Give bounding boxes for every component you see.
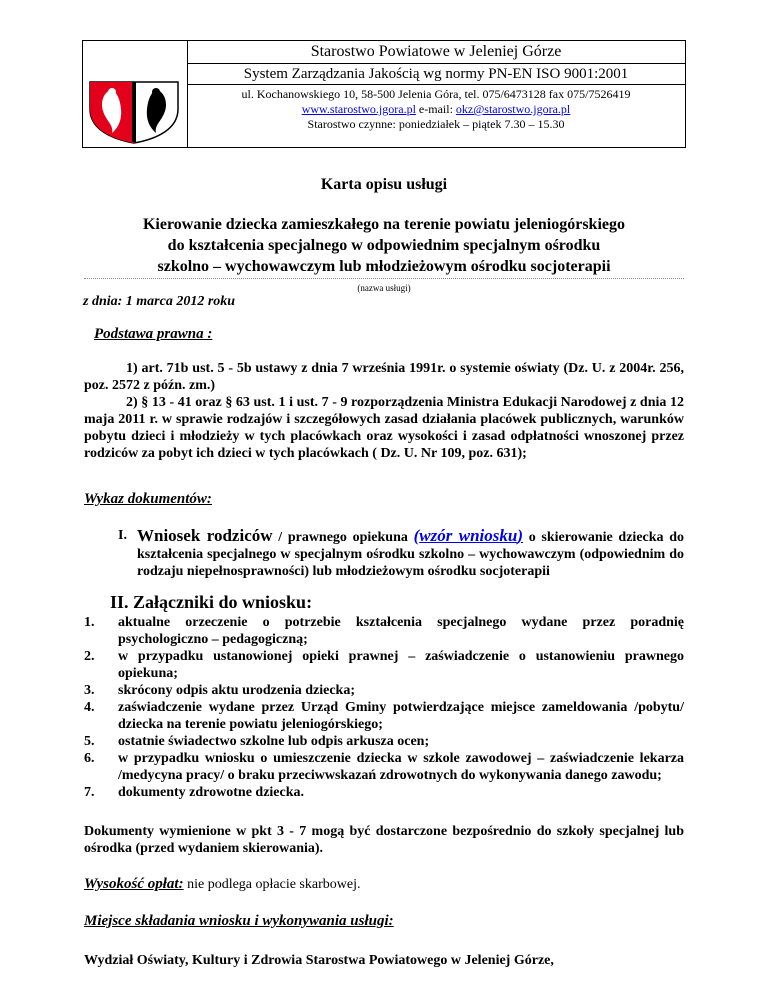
quality-system: System Zarządzania Jakością wg normy PN-EN ISO 9001:2001 xyxy=(187,64,685,85)
application-rest: o skierowanie dziecka do kształcenia specjalnego w specjalnym ośrodku szkolno – wychowawczym (odpowiednim do rodzaju niepełnosprawności) lub młodzieżowym ośrodku socjoterapii xyxy=(137,530,685,579)
application-item xyxy=(84,527,684,580)
service-line: szkolno – wychowawczym lub młodzieżowym ośrodku socjoterapii xyxy=(157,258,611,275)
legal-basis-p1: 1) art. 71b ust. 5 - 5b ustawy z dnia 7 września 1991r. o systemie oświaty (Dz. U. z 2004r. 256, poz. 2572 z późn. zm.) xyxy=(84,361,684,393)
dotted-divider xyxy=(84,278,684,279)
form-template-link[interactable]: (wzór wniosku) xyxy=(413,526,524,545)
document-date: z dnia: 1 marca 2012 roku xyxy=(83,294,236,309)
list-item: 2. w przypadku ustanowionej opieki prawnej – zaświadczenie o ustanowieniu prawnego opiekuna; xyxy=(84,649,684,681)
service-line: Kierowanie dziecka zamieszkałego na terenie powiatu jeleniogórskiego xyxy=(142,216,625,233)
service-caption: (nazwa usługi) xyxy=(357,283,411,293)
email-link[interactable]: okz@starostwo.jgora.pl xyxy=(455,102,571,116)
place-text: Wydział Oświaty, Kultury i Zdrowia Starostwa Powiatowego w Jeleniej Górze, xyxy=(84,953,554,968)
office-name: Starostwo Powiatowe w Jeleniej Górze xyxy=(187,41,685,64)
fees-row xyxy=(84,876,684,893)
office-hours: Starostwo czynne: poniedziałek – piątek 7.30 – 15.30 xyxy=(307,117,565,131)
fees-value: nie podlega opłacie skarbowej. xyxy=(187,877,361,892)
item-number: I. xyxy=(118,528,127,543)
website-link[interactable]: www.starostwo.jgora.pl xyxy=(301,102,416,116)
legal-basis-p2: 2) § 13 - 41 oraz § 63 ust. 1 i ust. 7 - 9 rozporządzenia Ministra Edukacji Narodowej z dnia 12 maja 2011 r. w sprawie rodzajów i szczegółowych zasad działania placówek publicznych, warunków pobytu dzieci i młodzieży w tych placówkach oraz wysokości i zasad odpłatności wnoszonej przez rodziców za pobyt ich dzieci w tych placówkach ( Dz. U. Nr 109, poz. 631); xyxy=(84,395,684,461)
place-heading: Miejsce składania wniosku i wykonywania usługi: xyxy=(84,913,394,929)
application-text xyxy=(137,527,684,580)
documents-heading: Wykaz dokumentów: xyxy=(84,491,212,507)
coat-of-arms-icon xyxy=(87,79,181,145)
list-item: 3. skrócony odpis aktu urodzenia dziecka; xyxy=(84,683,355,698)
address: ul. Kochanowskiego 10, 58-500 Jelenia Góra, tel. 075/6473128 fax 075/7526419 xyxy=(241,87,631,101)
attachments-list xyxy=(84,614,684,801)
list-item: 4. zaświadczenie wydane przez Urząd Gminy potwierdzające miejsce zameldowania /pobytu/ dziecka na terenie powiatu jeleniogórskiego; xyxy=(84,700,684,732)
documents-note: Dokumenty wymienione w pkt 3 - 7 mogą być dostarczone bezpośrednio do szkoły specjalnej lub ośrodka (przed wydaniem skierowania). xyxy=(84,824,684,856)
attachments-heading: II. Załączniki do wniosku: xyxy=(110,592,313,612)
service-line: do kształcenia specjalnego w odpowiednim specjalnym ośrodku xyxy=(167,237,601,254)
application-lead: Wniosek rodziców xyxy=(137,526,273,545)
contact-block xyxy=(187,85,685,147)
service-name xyxy=(84,214,684,277)
coat-of-arms-cell xyxy=(83,41,188,147)
legal-basis-heading: Podstawa prawna : xyxy=(94,326,213,342)
application-mid: / prawnego opiekuna xyxy=(278,530,408,545)
email-label: e-mail: xyxy=(418,102,453,116)
fees-label: Wysokość opłat: xyxy=(84,876,184,892)
list-item: 1. aktualne orzeczenie o potrzebie kształcenia specjalnego wydane przez poradnię psychologiczno – pedagogiczną; xyxy=(84,615,684,647)
list-item: 6. w przypadku wniosku o umieszczenie dziecka w szkole zawodowej – zaświadczenie lekarza /medycyna pracy/ o braku przeciwwskazań zdrowotnych do wykonywania danego zawodu; xyxy=(84,751,684,783)
letterhead xyxy=(82,40,686,148)
document-title: Karta opisu usługi xyxy=(320,176,448,193)
list-item: 5. ostatnie świadectwo szkolne lub odpis arkusza ocen; xyxy=(84,734,430,749)
list-item: 7. dokumenty zdrowotne dziecka. xyxy=(84,785,305,800)
